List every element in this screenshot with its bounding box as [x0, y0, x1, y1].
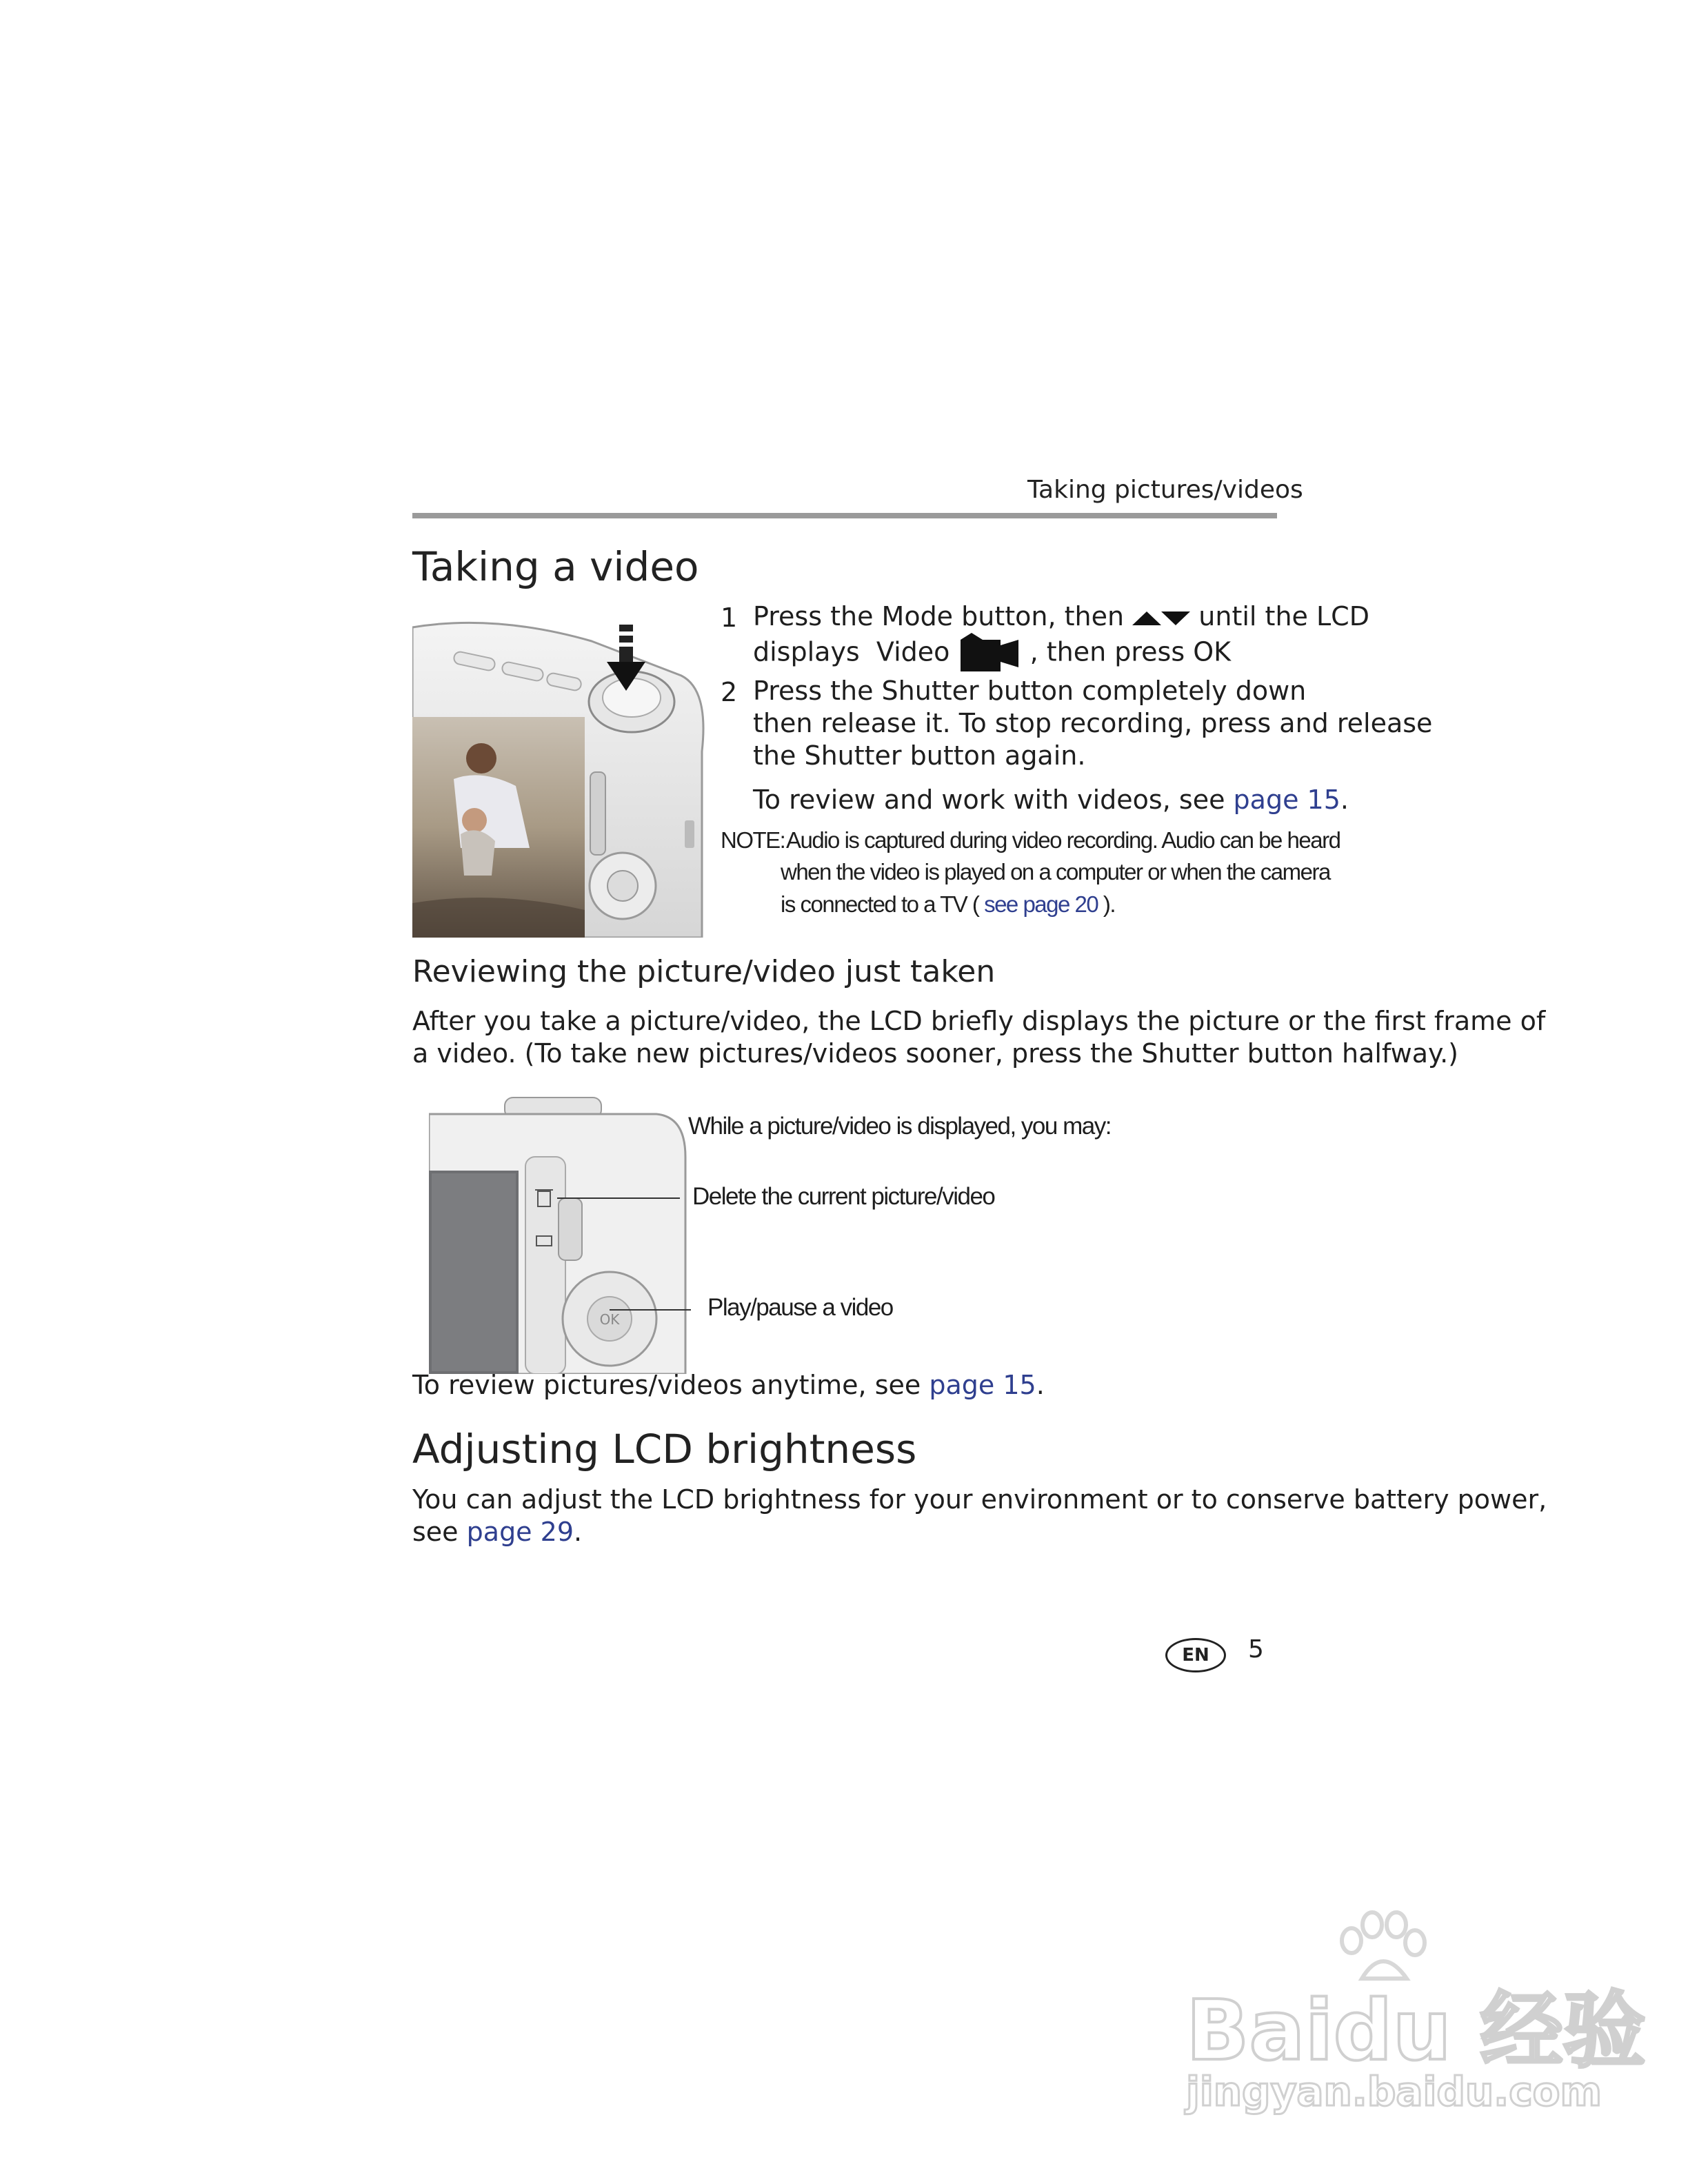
up-triangle-icon — [1132, 610, 1161, 627]
review-videos-suffix: . — [1340, 785, 1349, 815]
link-page-29[interactable]: page 29 — [466, 1517, 574, 1547]
note-line2: when the video is played on a computer or when the camera — [781, 859, 1330, 884]
note-line3-suffix: ). — [1103, 891, 1116, 917]
callout-delete: Delete the current picture/video — [692, 1183, 995, 1210]
watermark-brand: Baidu 经验 — [1186, 1983, 1646, 2079]
lcd-line2-suffix: . — [574, 1517, 583, 1547]
running-header: Taking pictures/videos — [1027, 476, 1303, 504]
step-1-text-b: until the LCD — [1198, 601, 1369, 631]
review-videos-prefix: To review and work with videos, see — [753, 785, 1225, 815]
step-2-number: 2 — [721, 677, 738, 707]
step-1-text-line2 — [753, 633, 1231, 674]
note-line1: Audio is captured during video recording. Audio can be heard — [786, 827, 1340, 853]
review-anytime-line — [412, 1369, 1045, 1402]
link-page-15[interactable]: page 15 — [1233, 785, 1340, 815]
review-anytime-prefix: To review pictures/videos anytime, see — [412, 1370, 921, 1400]
camera-back-illustration — [429, 1095, 691, 1374]
header-rule — [412, 513, 1277, 518]
review-anytime-suffix: . — [1036, 1370, 1045, 1400]
language-badge: EN — [1165, 1638, 1226, 1672]
lcd-line2 — [412, 1516, 1547, 1548]
step-1-text-c: displays — [753, 636, 860, 667]
video-camera-icon — [958, 633, 1021, 674]
link-see-page-20[interactable]: see page 20 — [984, 891, 1098, 917]
note-line3-prefix: is connected to a TV ( — [781, 891, 979, 917]
reviewing-line1: After you take a picture/video, the LCD briefly displays the picture or the first frame of — [412, 1006, 1546, 1036]
section-title-reviewing: Reviewing the picture/video just taken — [412, 954, 996, 989]
step-2-line2: then release it. To stop recording, press and release — [753, 708, 1433, 738]
note-line3 — [781, 891, 1115, 918]
link-page-15-anytime[interactable]: page 15 — [929, 1370, 1036, 1400]
step-1-number: 1 — [721, 603, 738, 633]
baidu-watermark — [1172, 1910, 1646, 2116]
lcd-line1: You can adjust the LCD brightness for your environment or to conserve battery power, — [412, 1484, 1547, 1515]
callout-intro: While a picture/video is displayed, you may: — [688, 1113, 1111, 1140]
step-1-text-a: Press the Mode button, then — [753, 601, 1125, 631]
step-1-text — [753, 600, 1369, 633]
section-title-taking-video: Taking a video — [412, 543, 699, 590]
step-2-text — [753, 675, 1432, 772]
step-2-line3: the Shutter button again. — [753, 740, 1086, 771]
lcd-paragraph — [412, 1484, 1547, 1548]
svg-text:OK: OK — [599, 1311, 620, 1328]
reviewing-paragraph — [412, 1005, 1545, 1070]
watermark-url: jingyan.baidu.com — [1186, 2068, 1602, 2115]
down-triangle-icon — [1161, 610, 1190, 627]
step-1-text-d: , then press OK — [1029, 636, 1232, 667]
callout-play-pause: Play/pause a video — [707, 1294, 893, 1321]
reviewing-line2: a video. (To take new pictures/videos sooner, press the Shutter button halfway.) — [412, 1038, 1458, 1069]
note-label: NOTE: — [721, 827, 785, 853]
lcd-line2-prefix: see — [412, 1517, 459, 1547]
video-mode-label: Video — [876, 636, 950, 667]
review-videos-line — [753, 784, 1349, 816]
camera-shutter-illustration — [412, 614, 709, 938]
page-number: 5 — [1248, 1635, 1264, 1664]
section-title-lcd-brightness: Adjusting LCD brightness — [412, 1426, 917, 1473]
step-2-line1: Press the Shutter button completely down — [753, 676, 1307, 706]
